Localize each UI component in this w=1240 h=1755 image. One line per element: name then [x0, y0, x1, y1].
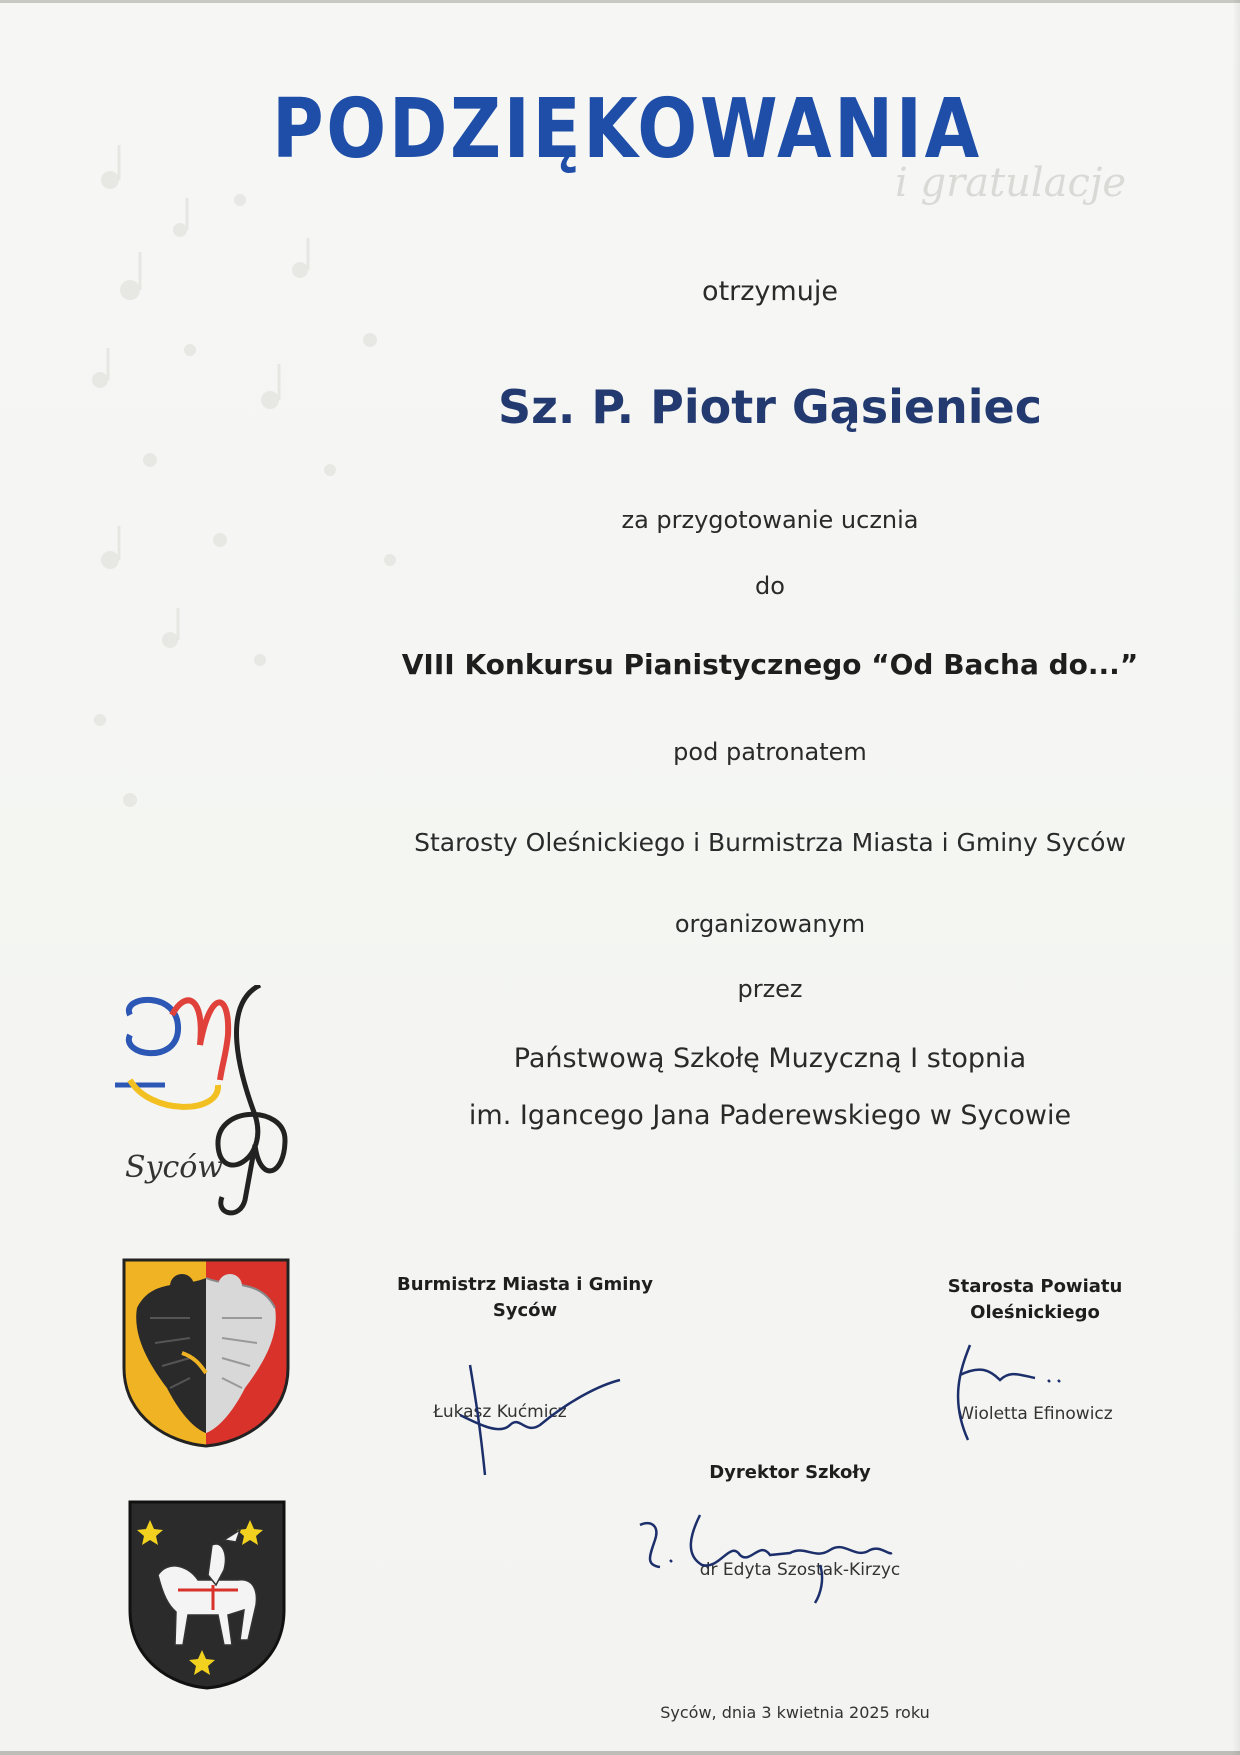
mayor-name: Łukasz Kućmicz: [433, 1402, 567, 1422]
psm-logo-text: Syców: [125, 1150, 224, 1185]
patronage-label: pod patronatem: [673, 738, 867, 766]
recipient-name: Sz. P. Piotr Gąsieniec: [497, 380, 1043, 434]
scan-edge-right: [1232, 0, 1240, 1755]
certificate-subtitle: i gratulacje: [895, 160, 1127, 206]
starosta-signature-block: [920, 1274, 1150, 1424]
reason-text: za przygotowanie ucznia: [621, 506, 919, 534]
mayor-signature-block: [390, 1272, 660, 1422]
event-name: VIII Konkursu Pianistycznego “Od Bacha do...”: [401, 648, 1139, 681]
mayor-signature-mark: [440, 1355, 630, 1485]
horseman-coat-of-arms-icon: [128, 1500, 286, 1690]
background-notes-pattern: [70, 140, 490, 840]
starosta-name: Wioletta Efinowicz: [957, 1404, 1113, 1424]
receives-text: otrzymuje: [702, 276, 838, 307]
starosta-title-line1: Starosta Powiatu: [947, 1276, 1123, 1297]
mayor-title-line1: Burmistrz Miasta i Gminy: [397, 1274, 653, 1295]
director-title: Dyrektor Szkoły: [709, 1462, 871, 1483]
starosta-title-line2: Oleśnickiego: [970, 1302, 1100, 1323]
school-line-2: im. Igancego Jana Paderewskiego w Sycowie: [468, 1100, 1072, 1131]
certificate-title: PODZIĘKOWANIA: [272, 82, 982, 177]
scan-edge-top: [0, 0, 1240, 3]
starosta-signature-mark: [940, 1340, 1090, 1450]
eagle-coat-of-arms-icon: [122, 1258, 290, 1448]
treble-clef-icon: [110, 985, 310, 1225]
school-line-1: Państwową Szkołę Muzyczną I stopnia: [513, 1043, 1027, 1074]
patrons-text: Starosty Oleśnickiego i Burmistrza Miasta i Gminy Syców: [414, 828, 1126, 857]
organized-text: organizowanym: [674, 910, 866, 938]
director-name: dr Edyta Szostak-Kirzyc: [699, 1560, 901, 1580]
psm-sycow-logo: [110, 985, 310, 1225]
director-signature-mark: [630, 1495, 900, 1605]
director-signature-block: [640, 1460, 940, 1580]
to-text: do: [755, 572, 785, 600]
scan-edge-bottom: [0, 1751, 1240, 1755]
mayor-title-line2: Syców: [492, 1300, 558, 1321]
place-date-footer: Syców, dnia 3 kwietnia 2025 roku: [660, 1703, 930, 1722]
by-text: przez: [737, 975, 803, 1003]
